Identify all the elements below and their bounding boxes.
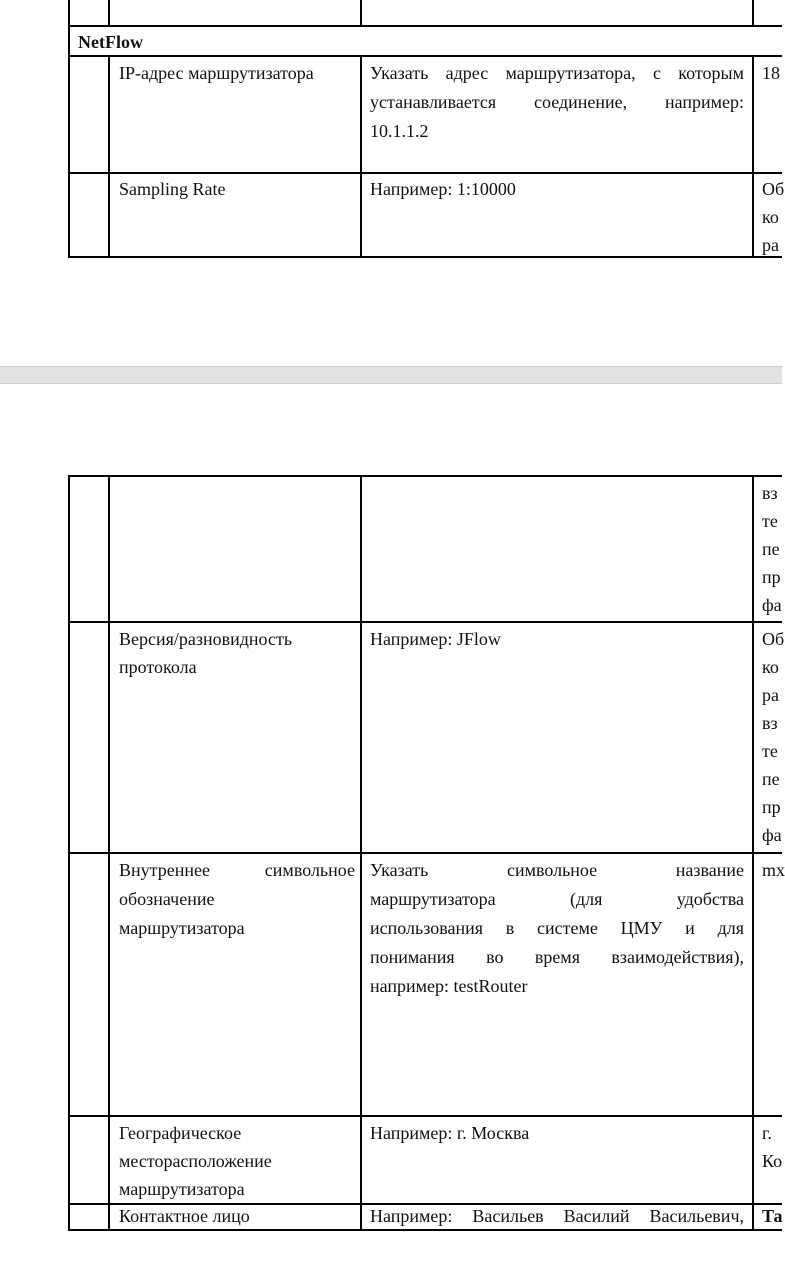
value-cell: вз (762, 713, 778, 733)
param-cell: протокола (119, 657, 197, 677)
value-cell: ко (762, 657, 779, 677)
value-cell: ра (762, 235, 779, 255)
value-cell: Об (762, 629, 785, 649)
document-page-2 (0, 384, 785, 1262)
value-cell: те (762, 511, 778, 531)
value-cell: те (762, 741, 778, 761)
value-cell: mx (762, 860, 785, 880)
document-page-1 (0, 0, 785, 366)
param-cell: месторасположение (119, 1151, 272, 1171)
param-cell: маршрутизатора (119, 918, 245, 938)
page-separator (0, 366, 782, 384)
param-cell: Внутреннее символьное (119, 860, 355, 880)
param-cell: Контактное лицо (119, 1206, 250, 1226)
value-cell: Об (762, 179, 785, 199)
desc-cell: Например: JFlow (370, 629, 501, 649)
value-cell: пе (762, 769, 780, 789)
value-cell: ко (762, 207, 779, 227)
value-cell: г. (762, 1123, 772, 1143)
desc-cell: устанавливается соединение, например: (370, 92, 744, 112)
desc-cell: 10.1.1.2 (370, 121, 429, 141)
param-cell: маршрутизатора (119, 1179, 245, 1199)
param-cell: IP-адрес маршрутизатора (119, 63, 314, 83)
value-cell: фа (762, 595, 782, 615)
desc-cell: Указать адрес маршрутизатора, с которым (370, 63, 744, 83)
param-cell: Версия/разновидность (119, 629, 293, 649)
desc-cell: например: testRouter (370, 976, 528, 996)
value-cell: пр (762, 797, 781, 817)
value-cell: пе (762, 539, 780, 559)
desc-cell: маршрутизатора (для удобства (370, 889, 744, 909)
value-cell: фа (762, 825, 782, 845)
param-cell: Географическое (119, 1123, 242, 1143)
value-cell: Та (762, 1206, 783, 1226)
desc-cell: Указать символьное название (370, 860, 744, 880)
param-cell: Sampling Rate (119, 179, 226, 199)
desc-cell: понимания во время взаимодействия), (370, 947, 744, 967)
value-cell: вз (762, 483, 778, 503)
value-cell: ра (762, 685, 779, 705)
param-cell: обозначение (119, 889, 215, 909)
desc-cell: использования в системе ЦМУ и для (370, 918, 744, 938)
value-cell: пр (762, 567, 781, 587)
value-cell: 18 (762, 63, 780, 83)
desc-cell: Например: г. Москва (370, 1123, 530, 1143)
desc-cell: Например: 1:10000 (370, 179, 516, 199)
value-cell: Ко (762, 1151, 783, 1171)
desc-cell: Например: Васильев Василий Васильевич, (370, 1206, 744, 1226)
section-title: NetFlow (78, 32, 143, 52)
